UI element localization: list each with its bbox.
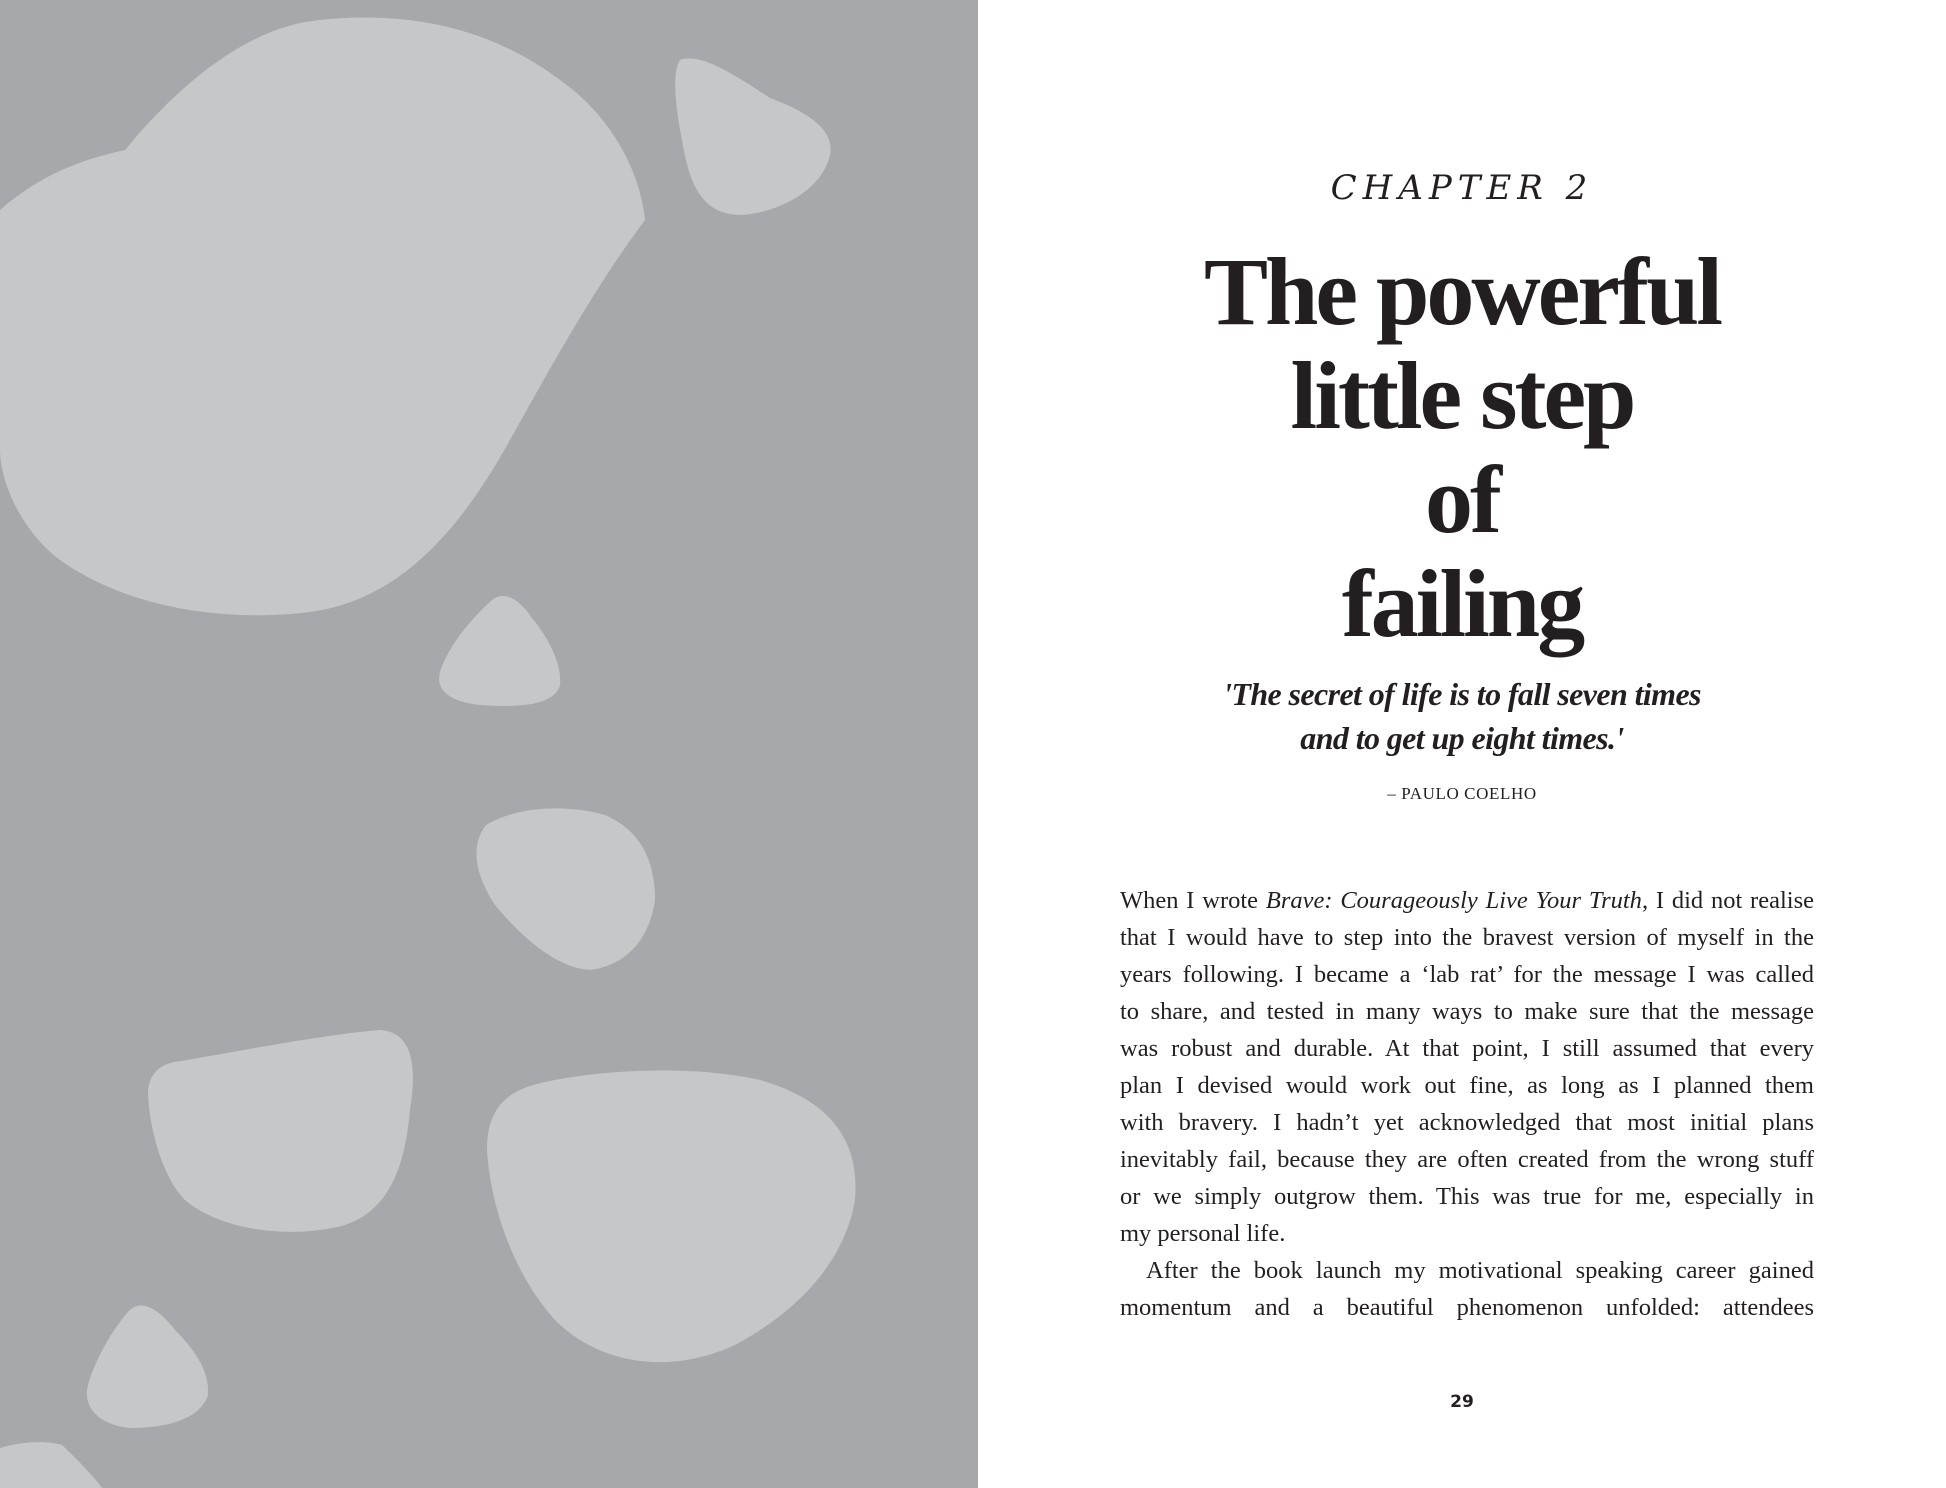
body-line: inevitably fail, because they are often created from the wrong stuff bbox=[1120, 1146, 1814, 1173]
body-text-run: When I wrote bbox=[1120, 887, 1266, 914]
body-line: After the book launch my motivational speaking career gained bbox=[1146, 1257, 1814, 1284]
lower-left-blob-shape bbox=[148, 1030, 413, 1232]
epigraph-quote-line: and to get up eight times.' bbox=[1300, 720, 1624, 756]
body-line: my personal life. bbox=[1120, 1220, 1286, 1247]
chapter-title-line: The powerful bbox=[1204, 238, 1720, 345]
body-line: momentum and a beautiful phenomenon unfolded: attendees bbox=[1120, 1294, 1814, 1321]
body-text-run: , I did not realise bbox=[1641, 887, 1814, 914]
small-top-blob-shape bbox=[675, 58, 830, 215]
text-right-page bbox=[978, 0, 1946, 1488]
chapter-title bbox=[978, 240, 1946, 656]
body-text bbox=[1120, 882, 1814, 1326]
body-line: years following. I became a ‘lab rat’ for the message I was called bbox=[1120, 961, 1814, 988]
large-blob-shape bbox=[0, 18, 645, 616]
chapter-label: CHAPTER 2 bbox=[1330, 168, 1594, 208]
chapter-title-line: failing bbox=[1341, 550, 1583, 657]
rounded-blob-shape bbox=[476, 808, 655, 970]
bottom-corner-blob-shape bbox=[0, 1442, 102, 1488]
body-line: or we simply outgrow them. This was true for me, especially in bbox=[1120, 1183, 1814, 1210]
book-title: Brave: Courageously Live Your Truth bbox=[1265, 887, 1642, 914]
chapter-title-line: of bbox=[1425, 446, 1499, 553]
small-mid-blob-shape bbox=[439, 596, 560, 706]
epigraph-quote bbox=[978, 672, 1946, 760]
epigraph-attribution: – PAULO COELHO bbox=[1387, 784, 1537, 803]
body-line: plan I devised would work out fine, as long as I planned them bbox=[1120, 1072, 1814, 1099]
body-line: was robust and durable. At that point, I still assumed that every bbox=[1120, 1035, 1814, 1062]
epigraph-quote-line: 'The secret of life is to fall seven times bbox=[1223, 676, 1701, 712]
lower-right-blob-shape bbox=[487, 1070, 856, 1362]
bottom-left-small-blob-shape bbox=[87, 1306, 208, 1428]
chapter-title-line: little step bbox=[1290, 342, 1634, 449]
page-number: 29 bbox=[1450, 1392, 1474, 1412]
body-line bbox=[1120, 882, 1814, 919]
body-line: with bravery. I hadn’t yet acknowledged that most initial plans bbox=[1120, 1109, 1814, 1136]
body-line: that I would have to step into the bravest version of myself in the bbox=[1120, 924, 1814, 951]
body-line: to share, and tested in many ways to make sure that the message bbox=[1120, 998, 1814, 1025]
